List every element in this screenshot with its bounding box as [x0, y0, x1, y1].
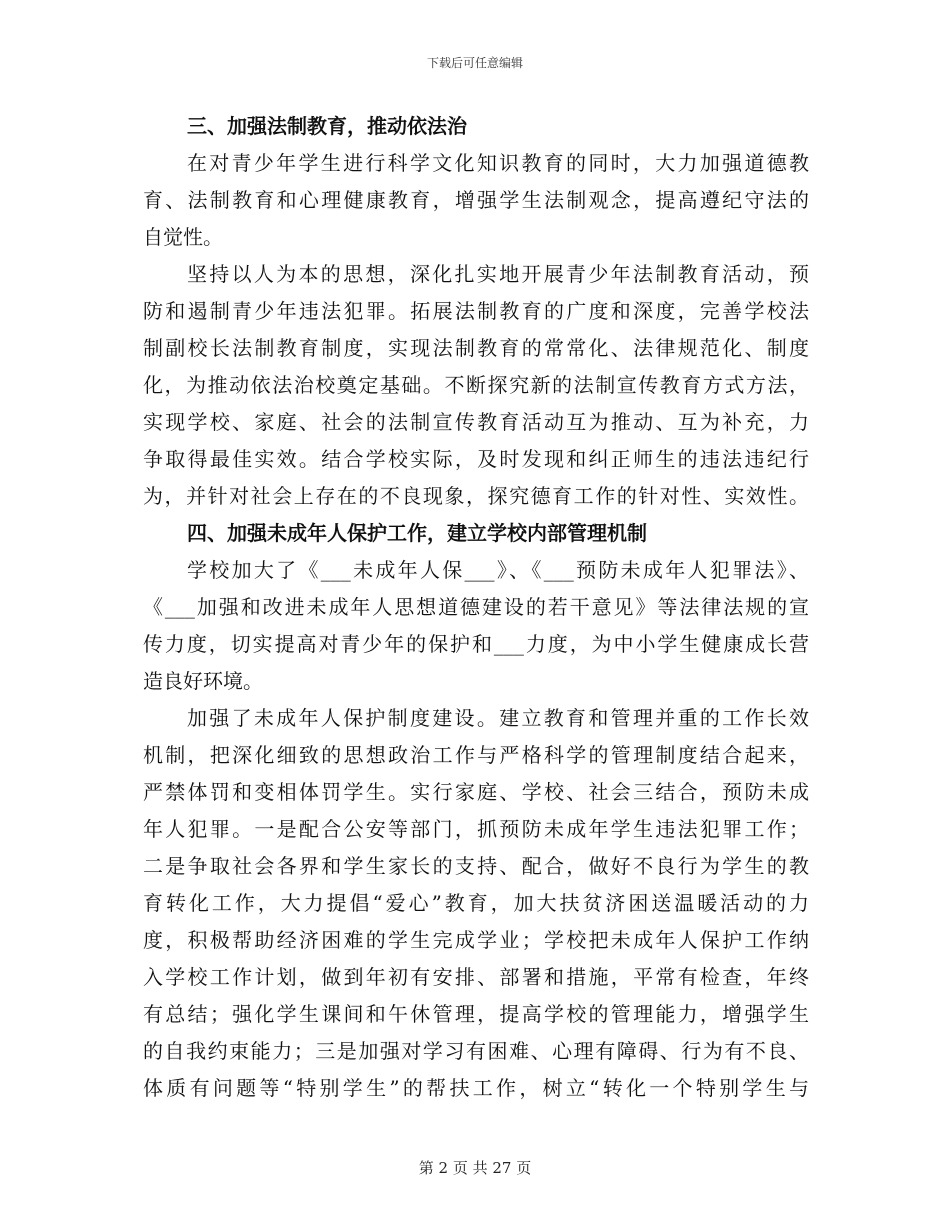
document-body	[143, 108, 809, 1107]
paragraph-line: 育转化工作，大力提倡“爱心”教育，加大扶贫济困送温暖活动的力	[143, 891, 809, 915]
paragraph-line: 加强了未成年人保护制度建设。建立教育和管理并重的工作长效	[187, 706, 809, 730]
paragraph-line: 自觉性。	[143, 225, 223, 249]
paragraph-line: 争取得最佳实效。结合学校实际，及时发现和纠正师生的违法违纪行	[143, 447, 809, 471]
paragraph-line: 的自我约束能力；三是加强对学习有困难、心理有障碍、行为有不良、	[143, 1039, 809, 1063]
paragraph-line: 学校加大了《___未成年人保___》、《___预防未成年人犯罪法》、	[187, 558, 809, 582]
paragraph-line: 有总结；强化学生课间和午休管理，提高学校的管理能力，增强学生	[143, 1002, 809, 1026]
paragraph-line: 度，积极帮助经济困难的学生完成学业；学校把未成年人保护工作纳	[143, 928, 809, 952]
paragraph-line: 造良好环境。	[143, 669, 263, 693]
paragraph-line: 制副校长法制教育制度，实现法制教育的常常化、法律规范化、制度	[143, 336, 809, 360]
paragraph-line: 年人犯罪。一是配合公安等部门，抓预防未成年学生违法犯罪工作；	[143, 817, 809, 841]
paragraph-line: 为，并针对社会上存在的不良现象，探究德育工作的针对性、实效性。	[143, 484, 809, 508]
page-number: 第 2 页 共 27 页	[418, 1159, 532, 1177]
paragraph-line: 实现学校、家庭、社会的法制宣传教育活动互为推动、互为补充，力	[143, 410, 809, 434]
paragraph-line: 体质有问题等“特别学生”的帮扶工作，树立“转化一个特别学生与	[143, 1076, 809, 1100]
section-heading-4: 四、加强未成年人保护工作，建立学校内部管理机制	[187, 521, 647, 545]
page-header-note: 下载后可任意编辑	[426, 56, 523, 70]
paragraph-line: 育、法制教育和心理健康教育，增强学生法制观念，提高遵纪守法的	[143, 188, 809, 212]
paragraph-line: 《___加强和改进未成年人思想道德建设的若干意见》等法律法规的宣	[143, 595, 809, 619]
paragraph-line: 二是争取社会各界和学生家长的支持、配合，做好不良行为学生的教	[143, 854, 809, 878]
paragraph-line: 在对青少年学生进行科学文化知识教育的同时，大力加强道德教	[187, 151, 809, 175]
paragraph-line: 防和遏制青少年违法犯罪。拓展法制教育的广度和深度，完善学校法	[143, 299, 809, 323]
paragraph-line: 传力度，切实提高对青少年的保护和___力度，为中小学生健康成长营	[143, 632, 809, 656]
paragraph-line: 化，为推动依法治校奠定基础。不断探究新的法制宣传教育方式方法，	[143, 373, 809, 397]
paragraph-line: 坚持以人为本的思想，深化扎实地开展青少年法制教育活动，预	[187, 262, 809, 286]
paragraph-line: 入学校工作计划，做到年初有安排、部署和措施，平常有检查，年终	[143, 965, 809, 989]
paragraph-line: 机制，把深化细致的思想政治工作与严格科学的管理制度结合起来，	[143, 743, 809, 767]
section-heading-3: 三、加强法制教育，推动依法治	[187, 114, 467, 138]
paragraph-line: 严禁体罚和变相体罚学生。实行家庭、学校、社会三结合，预防未成	[143, 780, 809, 804]
